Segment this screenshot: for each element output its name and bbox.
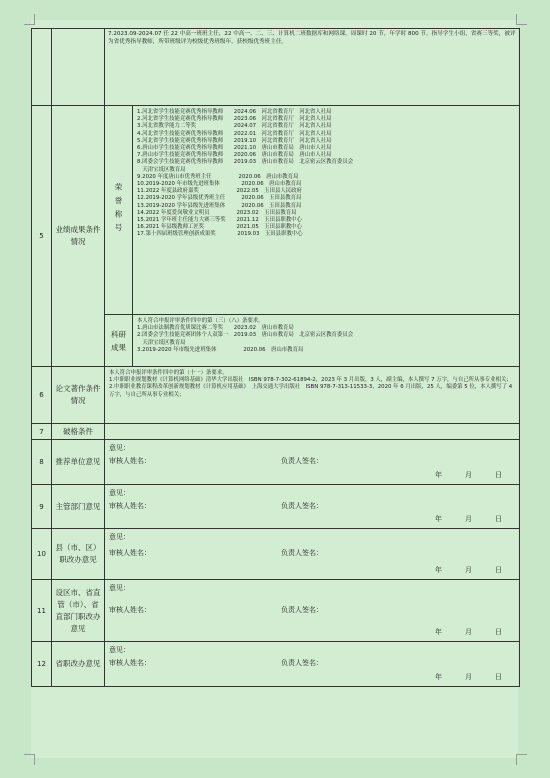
reviewer-signature-field[interactable]: 审核人姓名： (109, 605, 151, 614)
row-label: 县（市、区）职改办意见 (52, 529, 105, 580)
date-year: 年 (435, 471, 442, 479)
honor-item: 13.2019-2020 学年县级先进班集体 2020.06 玉田县教育局 (137, 202, 302, 209)
date-day: 日 (495, 673, 502, 681)
paper-item: 本人符合申报评审条件四中的第（十一）条要求。 (109, 370, 228, 376)
date-year: 年 (435, 515, 442, 523)
row-number: 8 (32, 440, 52, 485)
date-month: 月 (465, 471, 472, 479)
honor-item: 3.河北省教学能力二等奖 2024.07 河北省教育厅 河北省人社局 (137, 123, 332, 130)
date-day: 日 (495, 566, 502, 574)
row-label: 主管部门意见 (52, 485, 105, 529)
application-form-table (31, 28, 520, 440)
opinion-cell[interactable] (105, 485, 520, 529)
manager-signature-field[interactable]: 负责人签名： (281, 457, 323, 465)
row-label: 省职改办意见 (52, 642, 105, 687)
honor-item: 6.唐山市学生技能竞赛优秀指导教师 2021.10 唐山市教育局 唐山市人社局 (137, 145, 332, 152)
row-label: 推荐单位意见 (52, 440, 105, 485)
opinion-prefix: 意见： (109, 489, 130, 497)
honor-item: 16.2021 年县级教师工匠奖 2021.05 玉田县职教中心 (137, 224, 302, 231)
opinion-table (31, 439, 520, 687)
row-6-label: 论文著作条件情况 (52, 367, 105, 424)
research-list (133, 315, 519, 357)
work-history-text: 7.2023.09-2024.07 任 22 中高一班班主任，22 中高一、二、三、计算机二班数据库和网络课，周课时 20 节，年学时 800 节。指导学生小组，省赛三等奖，被评为省优秀指导教师，所带班级评为校级优秀班级年，获校级优秀班主任。 (108, 31, 516, 45)
research-item: 1.唐山市法制教育优质课比赛二等奖 2023.02 唐山市教育局 (137, 325, 294, 332)
honor-item: 17.第十四届班级管理创新成果奖 2019.03 玉田县职教中心 (137, 231, 303, 238)
date-day: 日 (495, 628, 502, 636)
opinion-prefix: 意见： (109, 533, 130, 541)
row-5-research (32, 315, 520, 367)
honor-item: 9.2020 年度唐山市优秀班主任 2020.06 唐山市教育局 (137, 173, 299, 180)
honor-item: 15.2021 学年班主任能力大赛三等奖 2021.12 玉田县职教中心 (137, 217, 302, 224)
row-label: 设区市、省直管（市）、省直部门职改办意见 (52, 580, 105, 642)
reviewer-signature-field[interactable]: 审核人姓名： (109, 549, 151, 557)
opinion-cell[interactable] (105, 529, 520, 580)
crop-mark-bottom-left (24, 754, 35, 765)
opinion-cell[interactable] (105, 642, 520, 687)
row-number: 11 (32, 580, 52, 642)
date-month: 月 (465, 628, 472, 636)
honor-item: 10.2019-2020 年市级先进班集体 2020.06 唐山市教育局 (137, 181, 302, 188)
date-year: 年 (435, 673, 442, 681)
row-6-number: 6 (32, 367, 52, 424)
exception-value (105, 424, 520, 440)
date-month: 月 (465, 673, 472, 681)
honor-item: 2.河北省学生技能竞赛优秀指导教师 2023.06 河北省教育厅 河北省人社局 (137, 116, 332, 123)
row-10 (32, 529, 520, 580)
row-5-number: 5 (32, 106, 52, 367)
row-11 (32, 580, 520, 642)
research-item: 2.团委会学生技能竞赛团体个人双第一 2019.03 唐山市教育局 北京密云区教育委员会 (137, 332, 354, 339)
row-5-honors (32, 106, 520, 315)
opinion-prefix: 意见： (109, 444, 130, 452)
research-item: 3.2019-2020 年市级先进班集体 2020.06 唐山市教育局 (137, 346, 304, 353)
opinion-prefix: 意见： (109, 646, 130, 654)
manager-signature-field[interactable]: 负责人签名： (281, 659, 323, 667)
honor-item: 5.河北省学生技能竞赛优秀指导教师 2019.10 河北省教育厅 河北省人社局 (137, 137, 332, 144)
crop-mark-top-right (516, 14, 527, 25)
date-year: 年 (435, 566, 442, 574)
manager-signature-field[interactable]: 负责人签名： (281, 549, 323, 557)
honors-label: 荣誉称号 (105, 106, 133, 315)
row-7-number: 7 (32, 424, 52, 440)
honor-item: 4.河北省学生技能竞赛优秀指导教师 2022.01 河北省教育厅 河北省人社局 (137, 130, 332, 137)
date-month: 月 (465, 515, 472, 523)
date-month: 月 (465, 566, 472, 574)
date-day: 日 (495, 471, 502, 479)
row-4-tail (32, 29, 520, 106)
honors-list (133, 106, 519, 242)
honor-item: 7.唐山市学生技能竞赛优秀指导教师 2020.06 唐山市教育局 唐山市人社局 (137, 152, 332, 159)
date-year: 年 (435, 628, 442, 636)
row-7 (32, 424, 520, 440)
paper-item: 2.中职职业教育课程改革创新规划教材《计算机应用基础》 上海交通大学出版社 ISBN 978-7-313-11533-3，2020 年 6 月出版，25 人，编委第 5 位，本人撰写了 4 万字，与自己所从事专业相关； (109, 384, 513, 398)
honor-item: 11.2022 年度县政府嘉奖 2022.05 玉田县人民政府 (137, 188, 302, 195)
honor-item: 12.2019-2020 学年县级优秀班主任 2020.06 玉田县教育局 (137, 195, 302, 202)
honor-item: 8.团委会学生技能竞赛优秀指导教师 2019.03 唐山市教育局 北京密云区教育委员会 (137, 159, 354, 166)
paper-item: 1.中职职业规划教材《计算机网络基础》清华大学出版社 ISBN 978-7-302-61894-2，2023 年 3 月出版，3 人，副主编，本人撰写 7 万字，与自己所从事专业相关； (109, 377, 512, 384)
crop-mark-bottom-right (516, 754, 527, 765)
crop-mark-top-left (24, 14, 35, 25)
research-label: 科研成果 (105, 315, 133, 367)
reviewer-signature-field[interactable]: 审核人姓名： (109, 457, 151, 465)
manager-signature-field[interactable]: 负责人签名： (281, 605, 323, 614)
row-9 (32, 485, 520, 529)
row-5-label: 业绩成果条件情况 (52, 106, 105, 367)
row-7-label: 破格条件 (52, 424, 105, 440)
row-8 (32, 440, 520, 485)
date-day: 日 (495, 515, 502, 523)
row-number: 12 (32, 642, 52, 687)
honor-item: 14.2022 年度爱岗敬业文明员 2023.02 玉田县教育局 (137, 209, 297, 216)
opinion-cell[interactable] (105, 580, 520, 642)
opinion-cell[interactable] (105, 440, 520, 485)
papers-list (105, 367, 519, 402)
research-item: 本人符合申报评审条件四中的第（三）（八）条要求。 (137, 318, 264, 324)
honor-item: 天津宝坻区教育局 (137, 166, 186, 173)
reviewer-signature-field[interactable]: 审核人姓名： (109, 501, 151, 510)
research-item: 天津宝坻区教育局 (137, 339, 186, 346)
honor-item: 1.河北省学生技能竞赛优秀指导教师 2024.06 河北省教育厅 河北省人社局 (137, 109, 332, 115)
row-number: 9 (32, 485, 52, 529)
row-number: 10 (32, 529, 52, 580)
opinion-prefix: 意见： (109, 584, 130, 592)
row-6 (32, 367, 520, 424)
row-12 (32, 642, 520, 687)
reviewer-signature-field[interactable]: 审核人姓名： (109, 659, 151, 667)
manager-signature-field[interactable]: 负责人签名： (281, 501, 323, 510)
